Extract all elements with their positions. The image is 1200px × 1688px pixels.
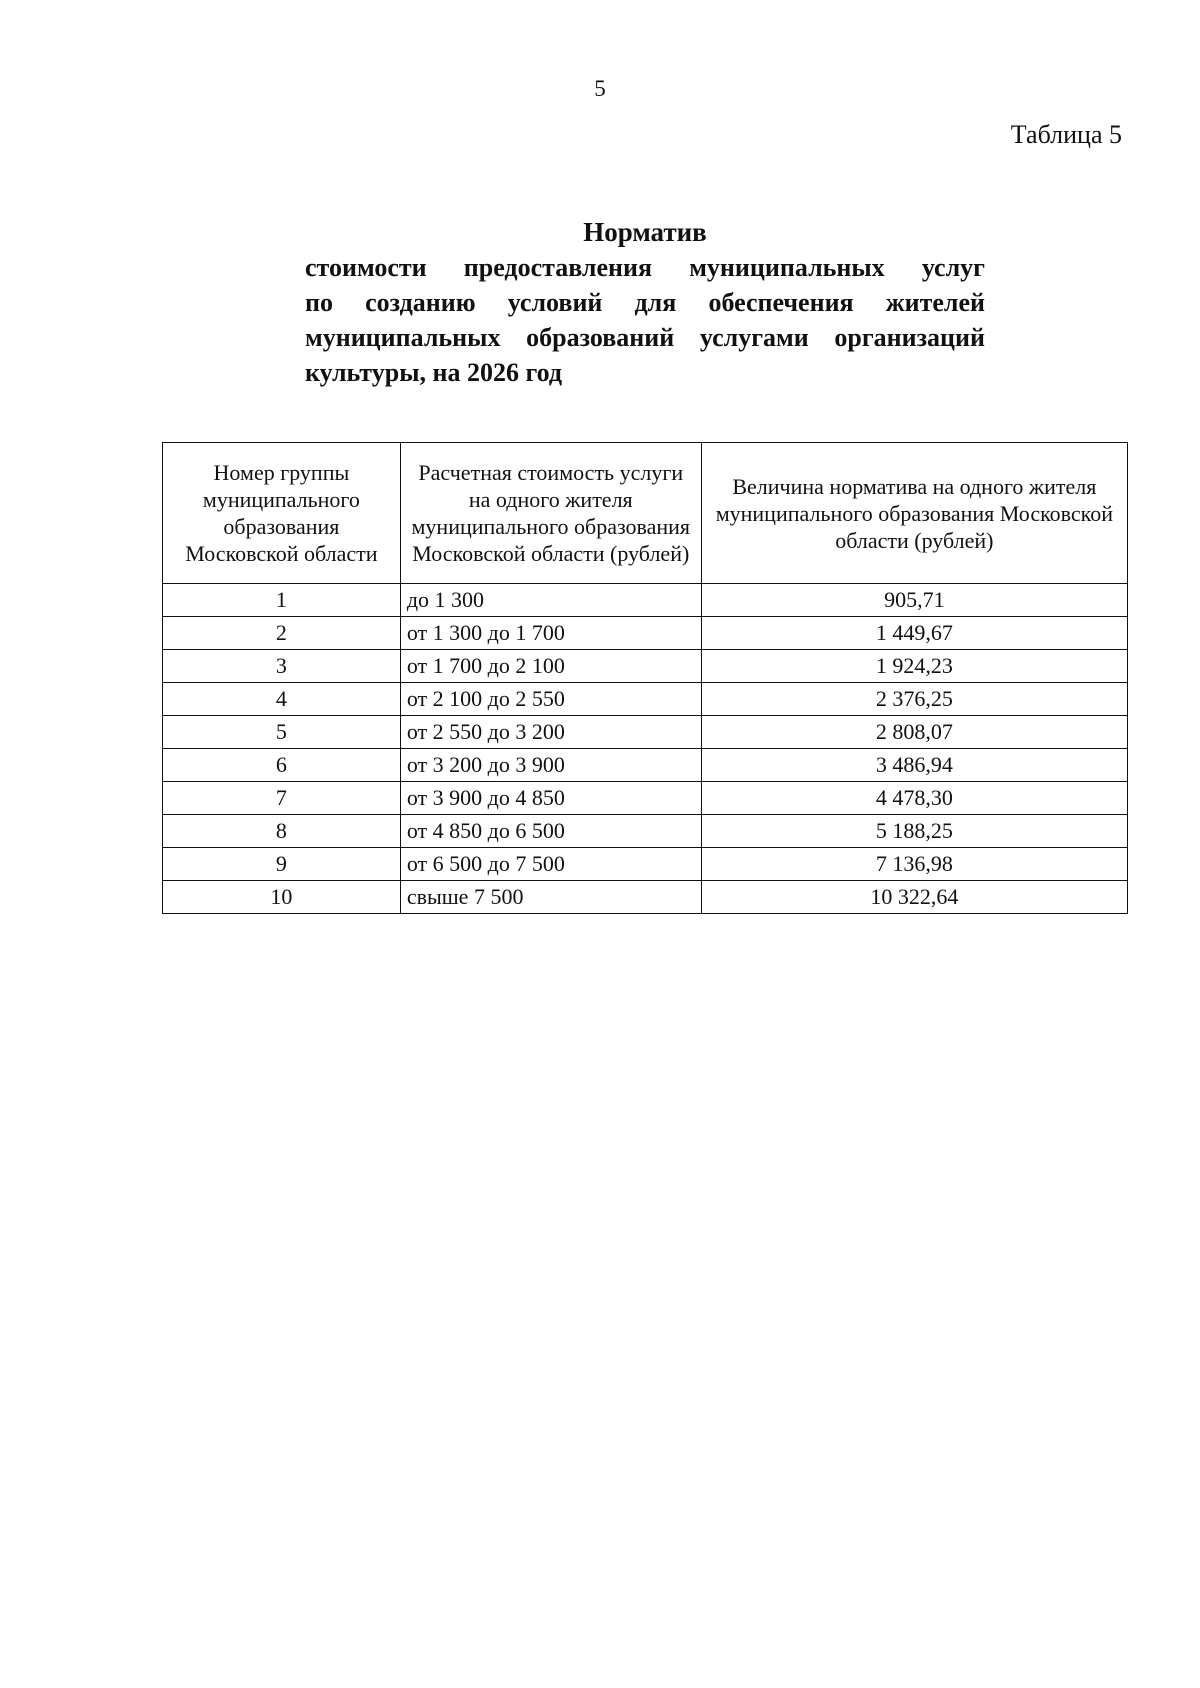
table-row (163, 584, 1128, 617)
cell-group: 9 (163, 848, 401, 881)
cell-value: 1 924,23 (701, 650, 1127, 683)
table-row (163, 617, 1128, 650)
table-header-row (163, 443, 1128, 584)
header-estimated-cost: Расчетная стоимость услуги на одного жителя муниципального образования Московской области (рублей) (400, 443, 701, 584)
cell-group: 8 (163, 815, 401, 848)
cell-range: до 1 300 (400, 584, 701, 617)
cell-value: 2 376,25 (701, 683, 1127, 716)
header-norm-value: Величина норматива на одного жителя муниципального образования Московской области (рублей) (701, 443, 1127, 584)
norm-table (162, 442, 1128, 914)
cell-range: от 2 100 до 2 550 (400, 683, 701, 716)
document-title (305, 215, 985, 390)
cell-value: 2 808,07 (701, 716, 1127, 749)
cell-range: от 1 300 до 1 700 (400, 617, 701, 650)
cell-value: 7 136,98 (701, 848, 1127, 881)
cell-group: 5 (163, 716, 401, 749)
cell-range: от 4 850 до 6 500 (400, 815, 701, 848)
title-subtitle (305, 250, 985, 390)
table-row (163, 650, 1128, 683)
table-row (163, 683, 1128, 716)
cell-value: 905,71 (701, 584, 1127, 617)
table-row (163, 881, 1128, 914)
cell-value: 1 449,67 (701, 617, 1127, 650)
table-row (163, 815, 1128, 848)
cell-group: 3 (163, 650, 401, 683)
cell-group: 1 (163, 584, 401, 617)
cell-group: 7 (163, 782, 401, 815)
title-main: Норматив (583, 217, 707, 247)
cell-value: 5 188,25 (701, 815, 1127, 848)
title-line: культуры, на 2026 год (305, 358, 563, 387)
cell-value: 10 322,64 (701, 881, 1127, 914)
table-row (163, 848, 1128, 881)
header-group-number: Номер группы муниципального образования Московской области (163, 443, 401, 584)
table-row (163, 716, 1128, 749)
cell-group: 4 (163, 683, 401, 716)
table-label: Таблица 5 (1010, 120, 1122, 149)
title-line: по созданию условий для обеспечения жителей (305, 288, 985, 317)
cell-group: 6 (163, 749, 401, 782)
cell-group: 2 (163, 617, 401, 650)
cell-range: от 1 700 до 2 100 (400, 650, 701, 683)
cell-group: 10 (163, 881, 401, 914)
table-row (163, 749, 1128, 782)
cell-range: от 3 200 до 3 900 (400, 749, 701, 782)
title-line: муниципальных образований услугами организаций (305, 323, 985, 352)
page-number: 5 (594, 76, 606, 101)
cell-value: 3 486,94 (701, 749, 1127, 782)
cell-range: от 6 500 до 7 500 (400, 848, 701, 881)
cell-value: 4 478,30 (701, 782, 1127, 815)
cell-range: свыше 7 500 (400, 881, 701, 914)
title-line: стоимости предоставления муниципальных услуг (305, 253, 985, 282)
cell-range: от 2 550 до 3 200 (400, 716, 701, 749)
cell-range: от 3 900 до 4 850 (400, 782, 701, 815)
table-row (163, 782, 1128, 815)
